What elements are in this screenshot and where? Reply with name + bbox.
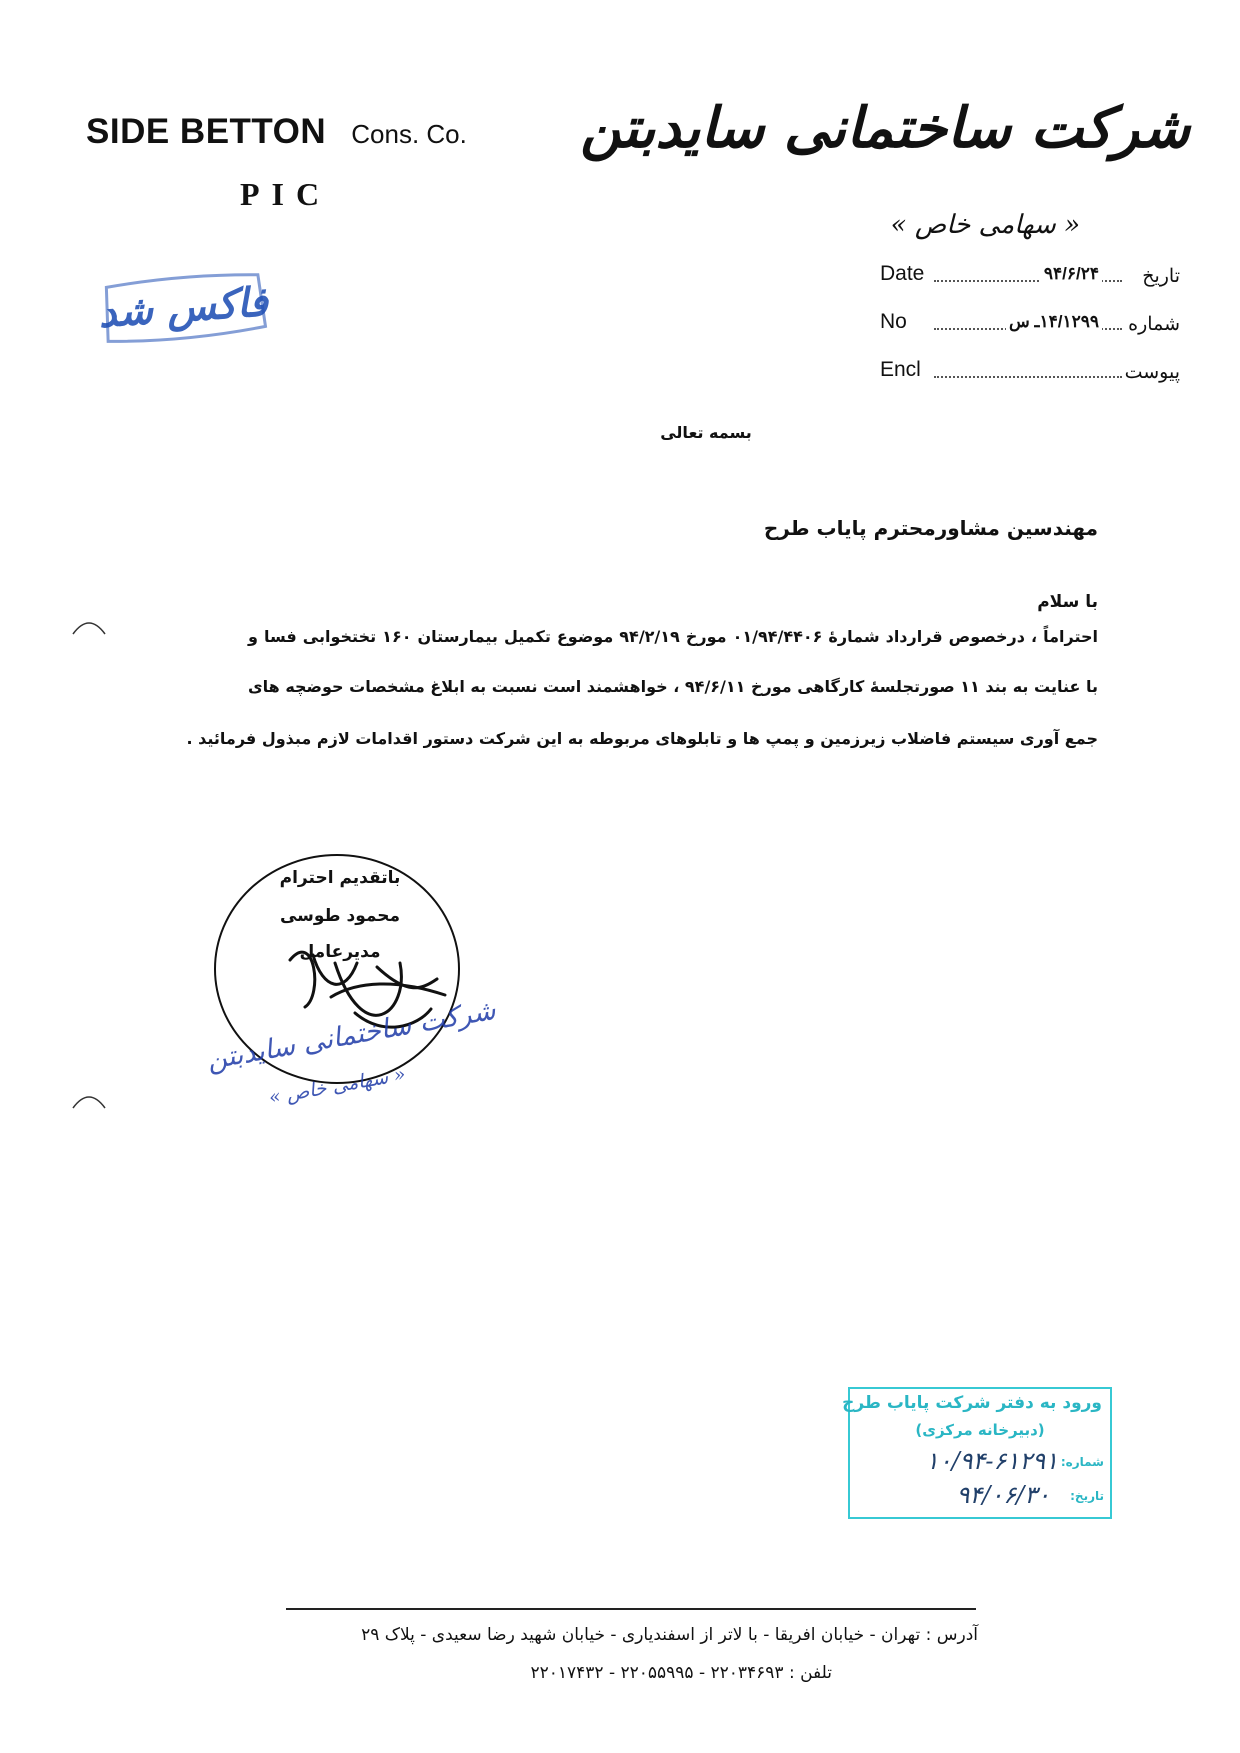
footer-address: آدرس : تهران - خیابان افریقا - با لاتر از اسفندیاری - خیابان شهید رضا سعیدی - پلاک ۲۹ — [361, 1625, 978, 1645]
receipt-number-value: ۱۰/۹۴-۶۱۲۹۱ — [925, 1447, 1058, 1475]
meta-enclosure-en-label: Encl — [880, 358, 921, 381]
meta-date-value: ۹۴/۶/۲۴ — [1041, 264, 1102, 284]
basmala: بسمه تعالی — [660, 423, 752, 442]
company-seal-text: شرکت ساختمانی سایدبتن — [204, 994, 498, 1077]
meta-number-row — [880, 306, 1180, 336]
meta-enclosure-dotted-line — [934, 376, 1122, 378]
meta-enclosure-row — [880, 354, 1180, 384]
punch-hole-mark-top — [72, 618, 106, 636]
signatory-name: محمود طوسی — [279, 906, 401, 926]
addressee: مهندسین مشاورمحترم پایاب طرح — [763, 516, 1098, 540]
footer-divider — [286, 1608, 976, 1610]
fax-sent-stamp — [98, 266, 271, 350]
footer-phone: تلفن : ۲۲۰۳۴۶۹۳ - ۲۲۰۵۵۹۹۵ - ۲۲۰۱۷۴۳۲ — [530, 1663, 832, 1683]
english-company-suffix: Cons. Co. — [351, 119, 467, 149]
body-line-1: احتراماً ، درخصوص قرارداد شمارۀ ۰۱/۹۴/۴۴۰۶ مورخ ۹۴/۲/۱۹ موضوع تکمیل بیمارستان ۱۶۰ تختخوابی فسا و — [248, 627, 1099, 646]
receipt-number-label: شماره: — [1060, 1455, 1104, 1469]
meta-date-fa-label: تاریخ — [1142, 266, 1180, 287]
signature-closing: باتقدیم احترام — [279, 868, 401, 888]
meta-date-row — [880, 258, 1180, 288]
greeting: با سلام — [1037, 592, 1098, 612]
meta-number-en-label: No — [880, 310, 907, 333]
signatory-title: مدیرعامل — [299, 942, 381, 962]
meta-number-value: ۱۴/۱۲۹۹ـ س — [1006, 312, 1102, 332]
company-abbreviation: PIC — [240, 176, 332, 212]
receipt-stamp-title: ورود به دفتر شرکت پایاب طرح — [842, 1393, 1102, 1413]
body-line-3: جمع آوری سیستم فاضلاب زیرزمین و پمپ ها و تابلوهای مربوطه به این شرکت دستور اقدامات لازم مبذول فرمائید . — [186, 729, 1098, 748]
english-company-name — [86, 112, 467, 152]
receipt-date-value: ۹۴/۰۶/۳۰ — [956, 1481, 1050, 1509]
fax-stamp-text: فاکس شد — [96, 278, 270, 337]
receipt-stamp-subtitle: (دبیرخانه مرکزی) — [915, 1421, 1045, 1439]
meta-date-en-label: Date — [880, 262, 925, 285]
company-seal-subtext: « سهامی خاص » — [267, 1063, 408, 1109]
body-line-2: با عنایت به بند ۱۱ صورتجلسۀ کارگاهی مورخ ۹۴/۶/۱۱ ، خواهشمند است نسبت به ابلاغ مشخصات حوضچه های — [247, 677, 1098, 696]
receipt-date-label: تاریخ: — [1070, 1489, 1104, 1503]
persian-company-name: شرکت ساختمانی سایدبتن — [580, 95, 1190, 161]
meta-number-fa-label: شماره — [1128, 314, 1180, 335]
english-company-name-bold: SIDE BETTON — [86, 112, 327, 151]
punch-hole-mark-bottom — [72, 1092, 106, 1110]
persian-company-type: « سهامی خاص » — [890, 210, 1080, 240]
receipt-stamp — [842, 1387, 1112, 1519]
meta-enclosure-fa-label: پیوست — [1124, 362, 1180, 383]
